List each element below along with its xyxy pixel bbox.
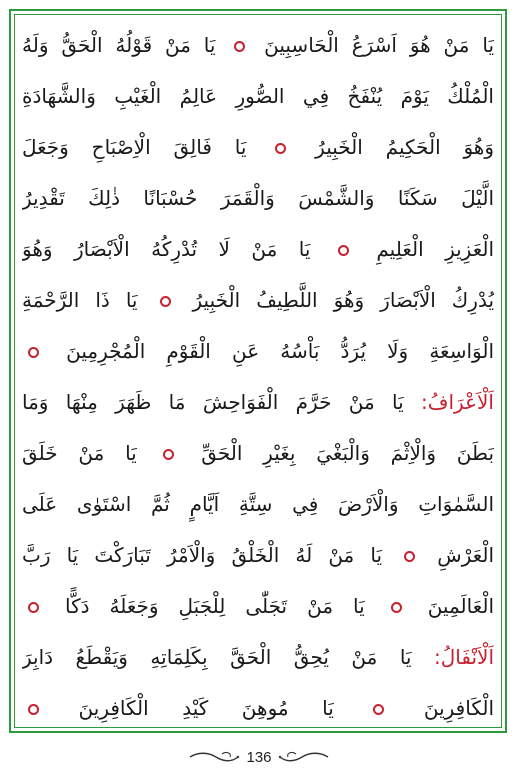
prayer-text: يَا مَنْ حَرَّمَ الْفَوَاحِشَ مَا ظَهَرَ مِنْهَا وَمَا — [22, 390, 404, 414]
prayer-text: الْوَاسِعَةِ وَلَا يُرَدُّ بَاْسُهُ عَنِ الْقَوْمِ الْمُجْرِمِينَ — [66, 339, 494, 363]
prayer-text: الْعَزِيزِ الْعَلِيمِ — [376, 237, 494, 261]
text-line — [22, 122, 494, 173]
text-line — [22, 479, 494, 530]
prayer-text: يَا مَنْ قَوْلُهُ الْحَقُّ وَلَهُ — [22, 33, 216, 57]
verse-separator-icon — [234, 41, 245, 52]
verse-separator-icon — [338, 245, 349, 256]
text-line — [22, 71, 494, 122]
page-number: 136 — [246, 748, 272, 766]
prayer-text: الْعَرْشِ — [437, 543, 494, 567]
text-line — [22, 632, 494, 683]
text-line — [22, 275, 494, 326]
text-line — [22, 224, 494, 275]
arabic-text-block — [22, 20, 494, 734]
text-line — [22, 428, 494, 479]
prayer-text: بَطَنَ وَالْاِثْمَ وَالْبَغْيَ بِغَيْرِ الْحَقِّ — [201, 441, 494, 465]
text-line — [22, 683, 494, 734]
verse-separator-icon — [275, 143, 286, 154]
verse-separator-icon — [373, 704, 384, 715]
verse-separator-icon — [28, 602, 39, 613]
verse-separator-icon — [28, 347, 39, 358]
surah-heading: اَلْاَعْرَافُ: — [421, 390, 494, 414]
verse-separator-icon — [404, 551, 415, 562]
prayer-text: يَا مَنْ لَا تُدْرِكُهُ الْاَبْصَارُ وَهُوَ — [22, 237, 311, 261]
prayer-text: يَا مَنْ تَجَلّٰى لِلْجَبَلِ وَجَعَلَهُ دَكًّا — [65, 594, 365, 618]
text-line — [22, 326, 494, 377]
text-line — [22, 581, 494, 632]
prayer-text: الْعَالَمِينَ — [427, 594, 494, 618]
prayer-text: الْكَافِرِينَ — [423, 696, 494, 720]
text-line — [22, 173, 494, 224]
prayer-text: يَا مَنْ خَلَقَ — [22, 441, 137, 465]
prayer-text: يَا مُوهِنَ كَيْدِ الْكَافِرِينَ — [78, 696, 334, 720]
footer-ornament-right-icon — [278, 750, 330, 764]
text-line — [22, 530, 494, 581]
prayer-text: وَهُوَ الْحَكِيمُ الْخَبِيرُ — [315, 135, 494, 159]
surah-heading: اَلْاَنْفَالُ: — [433, 645, 494, 669]
prayer-text: الْمُلْكُ يَوْمَ يُنْفَخُ فِي الصُّورِ عَالِمُ الْغَيْبِ وَالشَّهَادَةِ — [22, 84, 494, 108]
footer-ornament-left-icon — [188, 750, 240, 764]
prayer-text: يَا مَنْ يُحِقُّ الْحَقَّ بِكَلِمَاتِهِ وَيَقْطَعُ دَابِرَ — [22, 645, 412, 669]
verse-separator-icon — [163, 449, 174, 460]
prayer-text: الَّيْلَ سَكَنًا وَالشَّمْسَ وَالْقَمَرَ حُسْبَانًا ذٰلِكَ تَقْدِيرُ — [22, 186, 494, 210]
text-line — [22, 377, 494, 428]
prayer-text: يُدْرِكُ الْاَبْصَارَ وَهُوَ اللَّطِيفُ الْخَبِيرُ — [192, 288, 494, 312]
verse-separator-icon — [28, 704, 39, 715]
prayer-text: السَّمٰوَاتِ وَالْاَرْضَ فِي سِتَّةِ اَيَّامٍ ثُمَّ اسْتَوٰى عَلَى — [22, 492, 494, 516]
page-footer — [0, 744, 518, 770]
prayer-text: يَا مَنْ لَهُ الْخَلْقُ وَالْاَمْرُ تَبَارَكْتَ يَا رَبَّ — [22, 543, 383, 567]
verse-separator-icon — [391, 602, 402, 613]
prayer-text: يَا ذَا الرَّحْمَةِ — [22, 288, 138, 312]
prayer-text: يَا مَنْ هُوَ اَسْرَعُ الْحَاسِبِينَ — [264, 33, 494, 57]
prayer-text: يَا فَالِقَ الْاِصْبَاحِ وَجَعَلَ — [22, 135, 247, 159]
verse-separator-icon — [160, 296, 171, 307]
text-line — [22, 20, 494, 71]
